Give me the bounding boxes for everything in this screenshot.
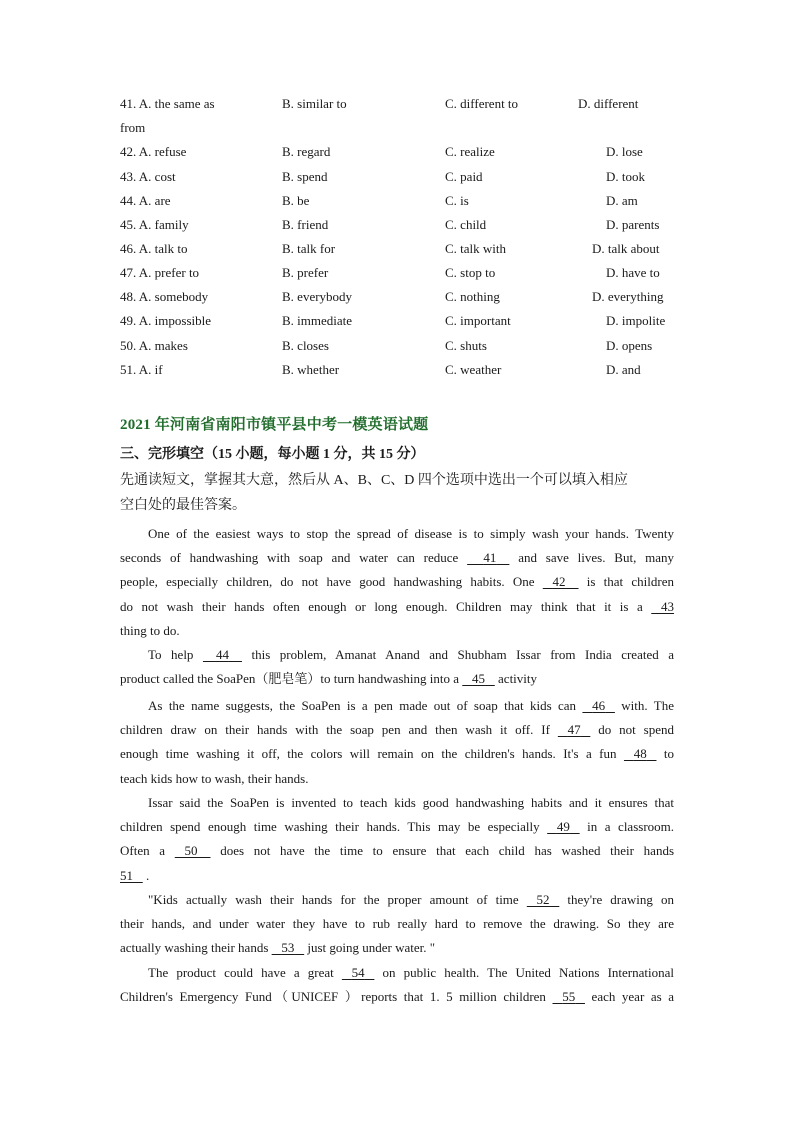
instructions-line-2: 空白处的最佳答案。 bbox=[120, 498, 246, 513]
text-line: Often a 50 does not have the time to ensure that each child has washed their hands bbox=[120, 839, 674, 863]
option-b: B. regard bbox=[282, 144, 331, 159]
blank-50: 50 bbox=[184, 843, 198, 859]
option-a: 46. A. talk to bbox=[120, 241, 188, 256]
blank-52: 52 bbox=[536, 892, 550, 907]
option-c: C. weather bbox=[445, 362, 502, 377]
blank-45: 45 bbox=[472, 671, 486, 687]
option-c: C. is bbox=[445, 193, 469, 208]
text-line: enough time washing it off, the colors will remain on the children's hands. It's a fun 48 to bbox=[120, 742, 674, 766]
text-line: To help 44 this problem, Amanat Anand and Shubham Issar from India created a bbox=[120, 643, 674, 667]
option-row bbox=[120, 263, 680, 283]
option-b: B. spend bbox=[282, 169, 328, 184]
blank-41: 41 bbox=[483, 550, 497, 566]
option-d: D. talk about bbox=[592, 241, 660, 256]
text-line: The product could have a great 54 on public health. The United Nations International bbox=[120, 961, 674, 985]
option-d: D. different bbox=[578, 96, 639, 111]
option-c: C. talk with bbox=[445, 241, 507, 256]
blank-55: 55 bbox=[562, 989, 576, 1005]
option-c: C. different to bbox=[445, 96, 519, 111]
text-line: children draw on their hands with the soap pen and then wash it off. If 47 do not spend bbox=[120, 718, 674, 742]
option-row bbox=[120, 215, 680, 235]
option-row bbox=[120, 94, 680, 114]
option-d: D. lose bbox=[606, 144, 643, 159]
option-d: D. opens bbox=[606, 338, 653, 353]
option-row bbox=[120, 287, 680, 307]
instructions-line-1: 先通读短文，掌握其大意，然后从 A、B、C、D 四个选项中选出一个可以填入相应 bbox=[120, 473, 628, 488]
blank-44: 44 bbox=[215, 647, 229, 662]
text-line: children spend enough time washing their hands. This may be especially 49 in a classroom. bbox=[120, 815, 674, 839]
text-line: "Kids actually wash their hands for the proper amount of time 52 they're drawing on bbox=[120, 888, 674, 912]
option-b: B. closes bbox=[282, 338, 329, 353]
section-title: 三、完形填空（15 小题，每小题 1 分，共 15 分） bbox=[120, 447, 425, 462]
text-line: 51 . bbox=[120, 864, 674, 888]
text-line: product called the SoaPen（肥皂笔）to turn handwashing into a 45 activity bbox=[120, 667, 674, 691]
option-a: 50. A. makes bbox=[120, 338, 188, 353]
option-a: 42. A. refuse bbox=[120, 144, 187, 159]
option-b: B. be bbox=[282, 193, 310, 208]
option-row bbox=[120, 142, 680, 162]
option-row bbox=[120, 360, 680, 380]
text-line: seconds of handwashing with soap and water can reduce 41 and save lives. But, many bbox=[120, 546, 674, 570]
option-d: D. took bbox=[606, 169, 645, 184]
option-row bbox=[120, 167, 680, 187]
option-row bbox=[120, 191, 680, 211]
option-d: D. have to bbox=[606, 265, 660, 280]
option-c: C. stop to bbox=[445, 265, 496, 280]
text-line: Children's Emergency Fund（UNICEF ）reports that 1. 5 million children 55 each year as a bbox=[120, 985, 674, 1009]
option-d: D. am bbox=[606, 193, 638, 208]
option-a: 45. A. family bbox=[120, 217, 189, 232]
text-line: their hands, and under water they have to rub really hard to remove the drawing. So they are bbox=[120, 916, 674, 932]
blank-54: 54 bbox=[351, 965, 365, 980]
option-a: 51. A. if bbox=[120, 362, 163, 377]
paragraph-4 bbox=[120, 791, 674, 888]
text-line: Issar said the SoaPen is invented to teach kids good handwashing habits and it ensures that bbox=[148, 795, 674, 810]
text-line: As the name suggests, the SoaPen is a pen made out of soap that kids can 46 with. The bbox=[120, 694, 674, 718]
text-line: people, especially children, do not have good handwashing habits. One 42 is that children bbox=[120, 570, 674, 594]
blank-46: 46 bbox=[592, 698, 606, 713]
option-row bbox=[120, 336, 680, 356]
option-b: B. friend bbox=[282, 217, 329, 232]
option-a: 49. A. impossible bbox=[120, 313, 212, 328]
text-line: teach kids how to wash, their hands. bbox=[120, 770, 309, 786]
option-c: C. nothing bbox=[445, 289, 500, 304]
blank-53: 53 bbox=[281, 940, 295, 956]
text-line: One of the easiest ways to stop the spread of disease is to simply wash your hands. Twenty bbox=[148, 526, 674, 541]
option-a: 44. A. are bbox=[120, 193, 171, 208]
blank-43: 43 bbox=[661, 598, 675, 614]
option-b: B. immediate bbox=[282, 313, 353, 328]
option-a: 43. A. cost bbox=[120, 169, 176, 184]
option-b: B. everybody bbox=[282, 289, 353, 304]
option-row bbox=[120, 239, 680, 259]
option-d: D. and bbox=[606, 362, 641, 377]
option-wrap-text: from bbox=[120, 120, 146, 135]
option-a: 47. A. prefer to bbox=[120, 265, 200, 280]
text-line: thing to do. bbox=[120, 622, 180, 638]
option-c: C. shuts bbox=[445, 338, 487, 353]
text-line: do not wash their hands often enough or long enough. Children may think that it is a 43 bbox=[120, 595, 674, 619]
blank-48: 48 bbox=[633, 746, 647, 762]
option-b: B. talk for bbox=[282, 241, 336, 256]
paragraph-1 bbox=[120, 522, 674, 643]
option-a: 48. A. somebody bbox=[120, 289, 209, 304]
option-d: D. everything bbox=[592, 289, 664, 304]
option-c: C. child bbox=[445, 217, 487, 232]
text-line: actually washing their hands 53 just going under water. " bbox=[120, 936, 674, 960]
blank-51: 51 bbox=[120, 867, 133, 883]
option-b: B. whether bbox=[282, 362, 340, 377]
blank-49: 49 bbox=[556, 819, 570, 835]
option-b: B. prefer bbox=[282, 265, 329, 280]
blank-42: 42 bbox=[552, 574, 566, 590]
option-d: D. impolite bbox=[606, 313, 666, 328]
option-b: B. similar to bbox=[282, 96, 347, 111]
option-row bbox=[120, 311, 680, 331]
option-c: C. paid bbox=[445, 169, 483, 184]
option-c: C. realize bbox=[445, 144, 495, 159]
option-a: 41. A. the same as bbox=[120, 96, 215, 111]
exam-title: 2021 年河南省南阳市镇平县中考一模英语试题 bbox=[120, 417, 429, 433]
option-d: D. parents bbox=[606, 217, 660, 232]
blank-47: 47 bbox=[567, 722, 581, 738]
paragraph-5 bbox=[120, 888, 674, 961]
paragraph-6 bbox=[120, 961, 674, 1009]
paragraph-3 bbox=[120, 694, 674, 791]
option-c: C. important bbox=[445, 313, 511, 328]
paragraph-2 bbox=[120, 643, 674, 691]
